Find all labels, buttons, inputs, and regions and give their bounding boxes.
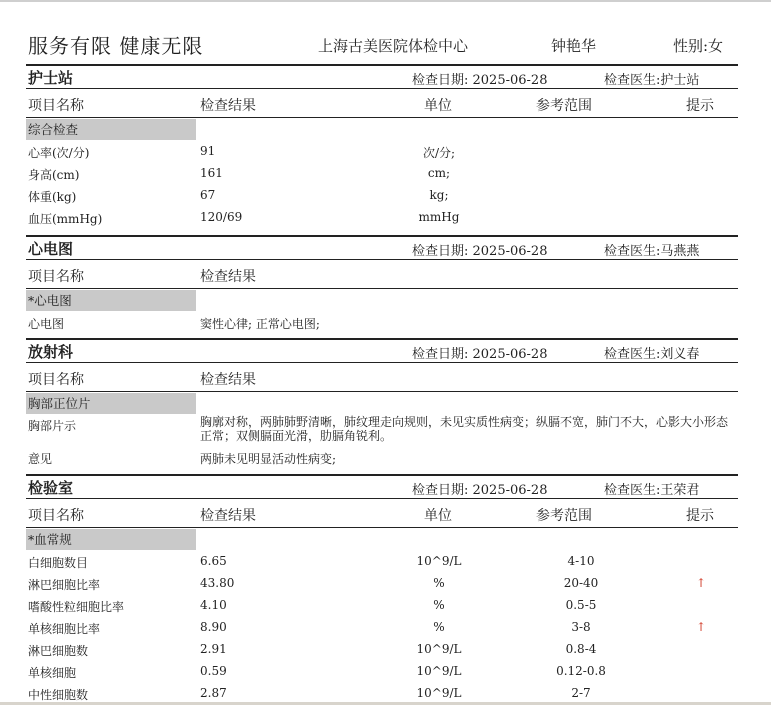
section-ecg: [26, 235, 738, 333]
item-name: 嗜酸性粒细胞比率: [28, 600, 125, 614]
up-arrow-icon: ↑: [695, 620, 707, 634]
exam-doctor: 检查医生:刘义春: [604, 347, 700, 362]
column-hint: 提示: [686, 508, 714, 524]
item-result: 4.10: [200, 598, 227, 612]
column-hint: 提示: [686, 98, 714, 114]
item-unit: mmHg: [418, 210, 460, 224]
table-row: [26, 616, 738, 638]
section-header: [26, 474, 738, 499]
column-name: 项目名称: [28, 372, 84, 388]
group-label: 胸部正位片: [26, 393, 196, 414]
item-result: 91: [200, 144, 216, 158]
item-range: 0.5-5: [565, 598, 597, 612]
column-range: 参考范围: [536, 98, 592, 114]
item-unit: 次/分;: [422, 146, 456, 160]
item-name: 体重(kg): [28, 190, 77, 204]
item-name: 意见: [28, 452, 53, 466]
item-unit: 10^9/L: [416, 664, 462, 678]
item-unit: %: [433, 576, 445, 590]
exam-date: 检查日期: 2025-06-28: [412, 73, 548, 88]
column-result: 检查结果: [200, 508, 256, 524]
item-result: 161: [200, 166, 223, 180]
item-name: 血压(mmHg): [28, 212, 103, 226]
item-unit: 10^9/L: [416, 642, 462, 656]
item-result: 6.65: [200, 554, 227, 568]
group-row: [26, 528, 738, 550]
item-range: 3-8: [571, 620, 591, 634]
item-name: 白细胞数目: [28, 556, 89, 570]
item-result: 2.91: [200, 642, 227, 656]
item-range: 4-10: [567, 554, 595, 568]
column-header: [26, 89, 738, 118]
section-title: 护士站: [28, 69, 74, 87]
page-top-edge: [0, 0, 771, 2]
table-row: [26, 206, 738, 228]
item-result: 120/69: [200, 210, 243, 224]
patient-sex: 性别:女: [673, 37, 724, 55]
table-row: [26, 572, 738, 594]
hospital-name: 上海古美医院体检中心: [318, 37, 469, 55]
item-result: 0.59: [200, 664, 227, 678]
item-unit: kg;: [429, 188, 449, 202]
item-name: 心电图: [28, 317, 65, 331]
column-header: [26, 260, 738, 289]
item-unit: %: [433, 598, 445, 612]
section-header: [26, 338, 738, 363]
column-name: 项目名称: [28, 269, 84, 285]
column-header: [26, 363, 738, 392]
column-range: 参考范围: [536, 508, 592, 524]
item-name: 中性细胞数: [28, 688, 89, 702]
table-row: [26, 550, 738, 572]
item-name: 淋巴细胞数: [28, 644, 89, 658]
column-result: 检查结果: [200, 372, 256, 388]
item-range: 0.12-0.8: [556, 664, 606, 678]
item-result: 胸廓对称，两肺肺野清晰，肺纹理走向规则，未见实质性病变；纵膈不宽，肺门不大，心影大小形态正常；双侧膈面光滑，肋膈角锐利。: [200, 415, 729, 443]
section-radiology: [26, 338, 738, 468]
exam-date: 检查日期: 2025-06-28: [412, 347, 548, 362]
column-name: 项目名称: [28, 98, 84, 114]
column-header: [26, 499, 738, 528]
item-range: 2-7: [571, 686, 591, 700]
group-label: *心电图: [26, 290, 196, 311]
column-result: 检查结果: [200, 269, 256, 285]
table-row: [26, 414, 738, 446]
column-name: 项目名称: [28, 508, 84, 524]
exam-date: 检查日期: 2025-06-28: [412, 244, 548, 259]
section-title: 检验室: [28, 479, 74, 497]
item-unit: 10^9/L: [416, 686, 462, 700]
item-result: 两肺未见明显活动性病变;: [200, 452, 337, 466]
item-unit: %: [433, 620, 445, 634]
patient-name: 钟艳华: [551, 37, 597, 55]
item-name: 单核细胞比率: [28, 622, 101, 636]
exam-doctor: 检查医生:护士站: [604, 73, 700, 88]
item-result: 8.90: [200, 620, 227, 634]
item-name: 心率(次/分): [28, 146, 90, 160]
item-name: 胸部片示: [28, 419, 77, 433]
item-unit: 10^9/L: [416, 554, 462, 568]
column-unit: 单位: [424, 508, 452, 524]
group-label: 综合检查: [26, 119, 196, 140]
table-row: [26, 594, 738, 616]
item-name: 身高(cm): [28, 168, 80, 182]
section-header: [26, 64, 738, 89]
exam-date: 检查日期: 2025-06-28: [412, 483, 548, 498]
table-row: [26, 682, 738, 704]
up-arrow-icon: ↑: [695, 576, 707, 590]
table-row: [26, 446, 738, 468]
section-title: 放射科: [28, 343, 74, 361]
section-title: 心电图: [28, 240, 74, 258]
exam-doctor: 检查医生:王荣君: [604, 483, 700, 498]
table-row: [26, 638, 738, 660]
report-header: [28, 30, 738, 60]
group-row: [26, 392, 738, 414]
table-row: [26, 311, 738, 333]
group-row: [26, 118, 738, 140]
table-row: [26, 660, 738, 682]
exam-doctor: 检查医生:马燕燕: [604, 244, 700, 259]
item-range: 20-40: [563, 576, 599, 590]
item-name: 单核细胞: [28, 666, 77, 680]
column-unit: 单位: [424, 98, 452, 114]
item-result: 43.80: [200, 576, 235, 590]
item-result: 窦性心律; 正常心电图;: [200, 317, 320, 331]
section-lab: [26, 474, 738, 704]
slogan: 服务有限 健康无限: [28, 34, 204, 58]
item-range: 0.8-4: [565, 642, 597, 656]
group-label: *血常规: [26, 529, 196, 550]
table-row: [26, 140, 738, 162]
group-row: [26, 289, 738, 311]
section-header: [26, 235, 738, 260]
item-unit: cm;: [427, 166, 451, 180]
table-row: [26, 162, 738, 184]
table-row: [26, 184, 738, 206]
item-result: 67: [200, 188, 216, 202]
item-name: 淋巴细胞比率: [28, 578, 101, 592]
section-nurse: [26, 64, 738, 228]
item-result: 2.87: [200, 686, 227, 700]
column-result: 检查结果: [200, 98, 256, 114]
